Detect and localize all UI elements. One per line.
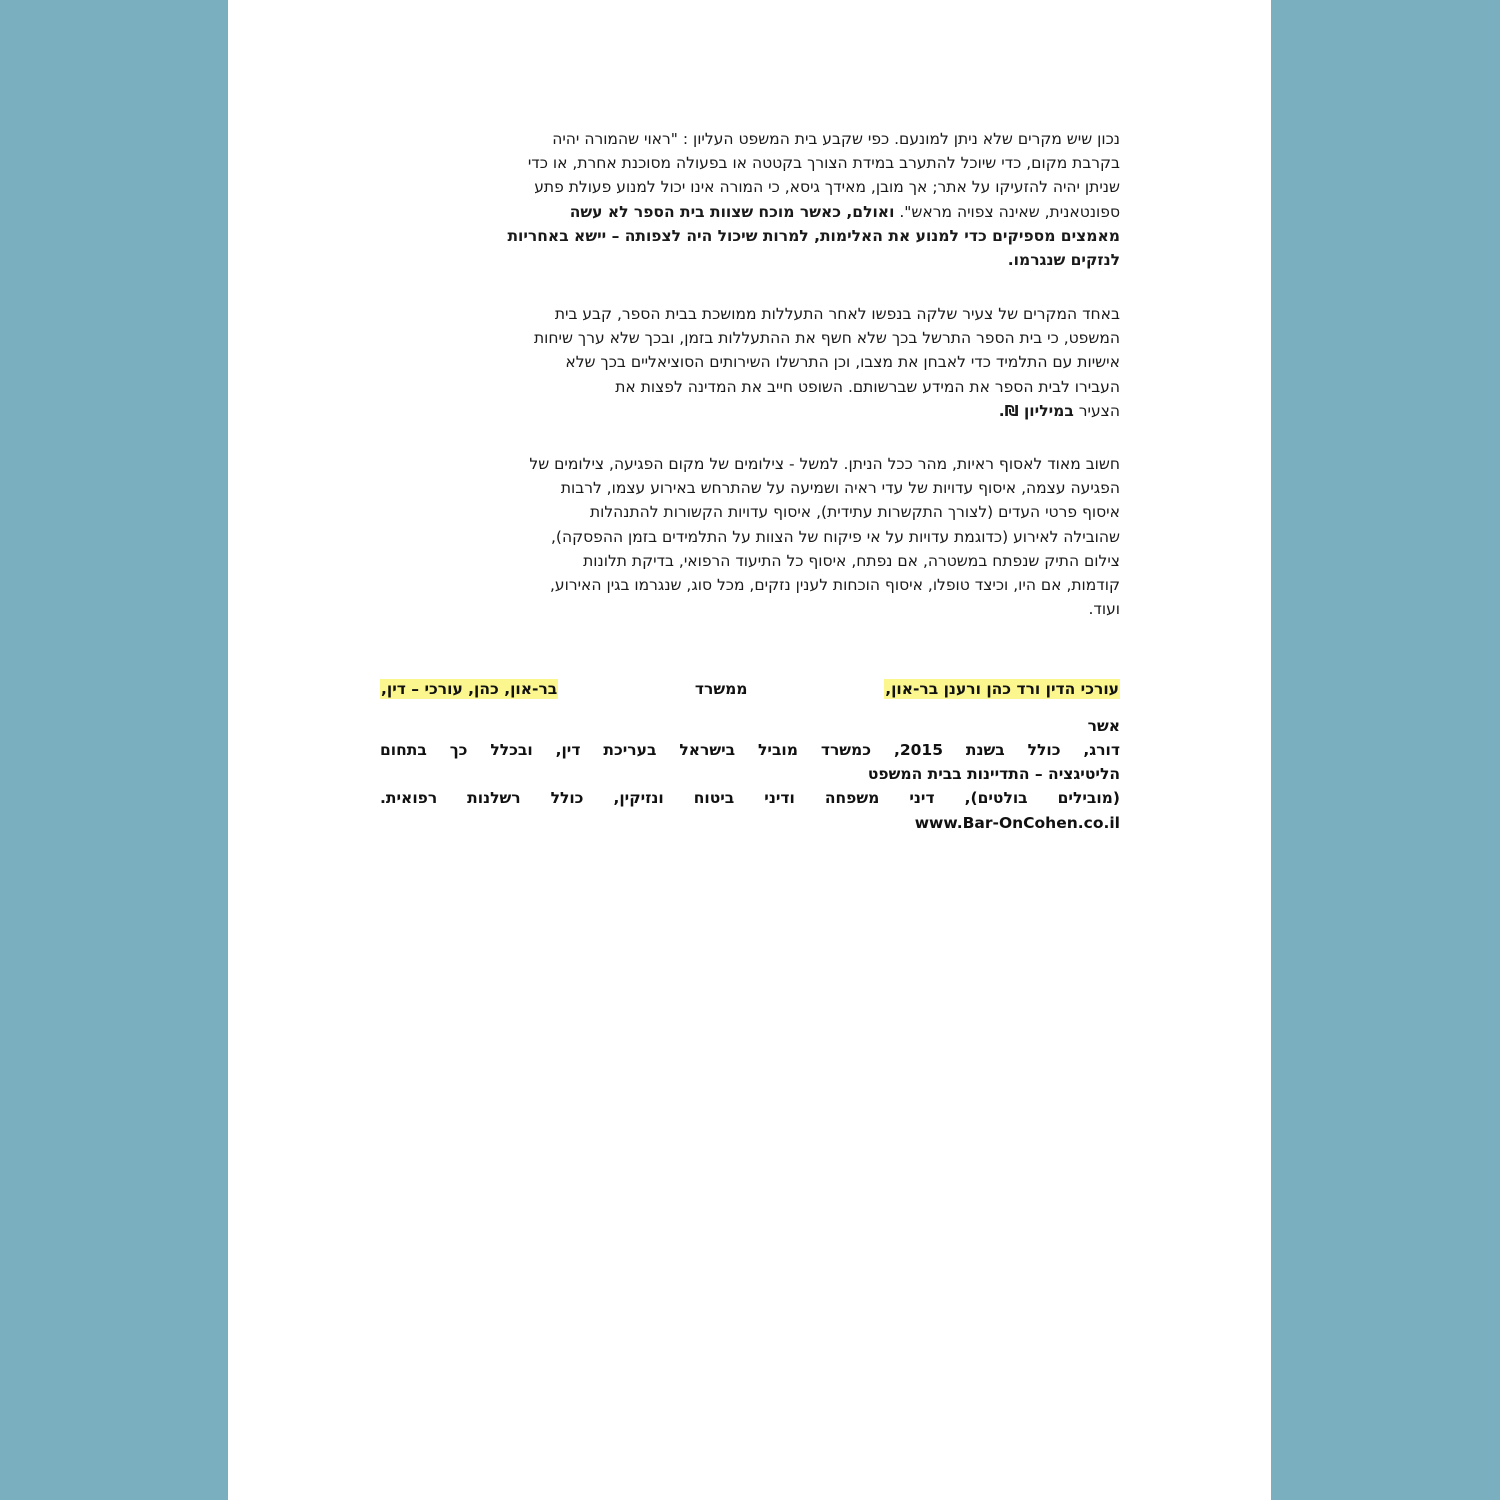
text-line: איסוף פרטי העדים (לצורך התקשרות עתידית), איסוף עדויות הקשורות להתנהלות bbox=[589, 503, 1120, 522]
firm-description-line: הליטיגציה – התדיינות בבית המשפט bbox=[867, 765, 1120, 783]
from-office-word: ממשרד bbox=[694, 680, 748, 698]
quote-end: ספונטאנית, שאינה צפויה מראש". bbox=[899, 202, 1120, 221]
text-line: ועוד. bbox=[1088, 600, 1120, 619]
text-line: העבירו לבית הספר את המידע שברשותם. השופט חייב את המדינה לפצות את bbox=[615, 377, 1120, 396]
text-line: הפגיעה עצמה, איסוף עדויות של עדי ראיה ושמיעה על שהתרחש באירוע עצמו, לרבות bbox=[560, 479, 1120, 498]
firm-description-line: דורג, כולל בשנת 2015, כמשרד מוביל בישראל בעריכת דין, ובכלל כך בתחום bbox=[380, 741, 1120, 759]
text-line: שניתן יהיה להזעיקו על אתר; אך מובן, מאידך גיסא, כי המורה אינו יכול למנוע פעולת פתע bbox=[534, 178, 1120, 197]
bold-conclusion-end: לנזקים שנגרמו. bbox=[1007, 251, 1120, 270]
bold-conclusion-start: ואולם, כאשר מוכח שצוות בית הספר לא עשה bbox=[569, 202, 895, 221]
text-line bbox=[380, 224, 1120, 248]
text-line: נכון שיש מקרים שלא ניתן למונעם. כפי שקבע בית המשפט העליון : "ראוי שהמורה יהיה bbox=[552, 130, 1120, 148]
text-line bbox=[380, 200, 1120, 224]
asher-word: אשר bbox=[1087, 717, 1120, 735]
text-line: המשפט, כי בית הספר התרשל בכך שלא חשף את ההתעללות בזמן, ובכך שלא ערך שיחות bbox=[533, 329, 1120, 348]
document-page bbox=[228, 0, 1271, 1500]
bold-conclusion-middle: מאמצים מספיקים כדי למנוע את האלימות, למרות שיכול היה לצפותה – יישא באחריות bbox=[507, 226, 1120, 245]
firm-website-url: www.Bar-OnCohen.co.il bbox=[914, 814, 1120, 832]
text-line: שהובילה לאירוע (כדוגמת עדויות על אי פיקוח של הצוות על התלמידים בזמן ההפסקה), bbox=[550, 527, 1120, 546]
text-line: צילום התיק שנפתח במשטרה, אם נפתח, איסוף כל התיעוד הרפואי, בדיקת תלונות bbox=[583, 551, 1120, 570]
lawyers-names-highlight: עורכי הדין ורד כהן ורענן בר-און, bbox=[885, 680, 1119, 698]
firm-description-line: (מובילים בולטים), דיני משפחה ודיני ביטוח ונזיקין, כולל רשלנות רפואית. bbox=[380, 789, 1120, 807]
firm-name-highlight: בר-און, כהן, עורכי – דין, bbox=[381, 680, 558, 698]
compensation-amount: במיליון ₪. bbox=[998, 401, 1074, 420]
highlighted-firm-line bbox=[380, 676, 1120, 702]
text-line: באחד המקרים של צעיר שלקה בנפשו לאחר התעללות ממושכת בבית הספר, קבע בית bbox=[554, 305, 1120, 323]
text-line: חשוב מאוד לאסוף ראיות, מהר ככל הניתן. למשל - צילומים של מקום הפגיעה, צילומים של bbox=[529, 455, 1120, 473]
text-line bbox=[380, 399, 1120, 423]
paragraph-evidence bbox=[380, 452, 1120, 621]
text-line: אישיות עם התלמיד כדי לאבחן את מצבו, וכן התרשלו השירותים הסוציאליים בכך שלא bbox=[565, 353, 1120, 372]
paragraph-case-example bbox=[380, 302, 1120, 423]
paragraph-supreme-court-quote bbox=[380, 127, 1120, 272]
text-line bbox=[380, 248, 1120, 272]
text-line: קודמות, אם היו, וכיצד טופלו, איסוף הוכחות לענין נזקים, מכל סוג, שנגרמו בגין האירוע, bbox=[549, 576, 1120, 595]
text-line: בקרבת מקום, כדי שיוכל להתערב במידת הצורך בקטטה או בפעולה מסוכנת אחרת, או כדי bbox=[527, 154, 1120, 173]
law-firm-credit bbox=[380, 676, 1120, 836]
young-man-word: הצעיר bbox=[1078, 401, 1120, 420]
